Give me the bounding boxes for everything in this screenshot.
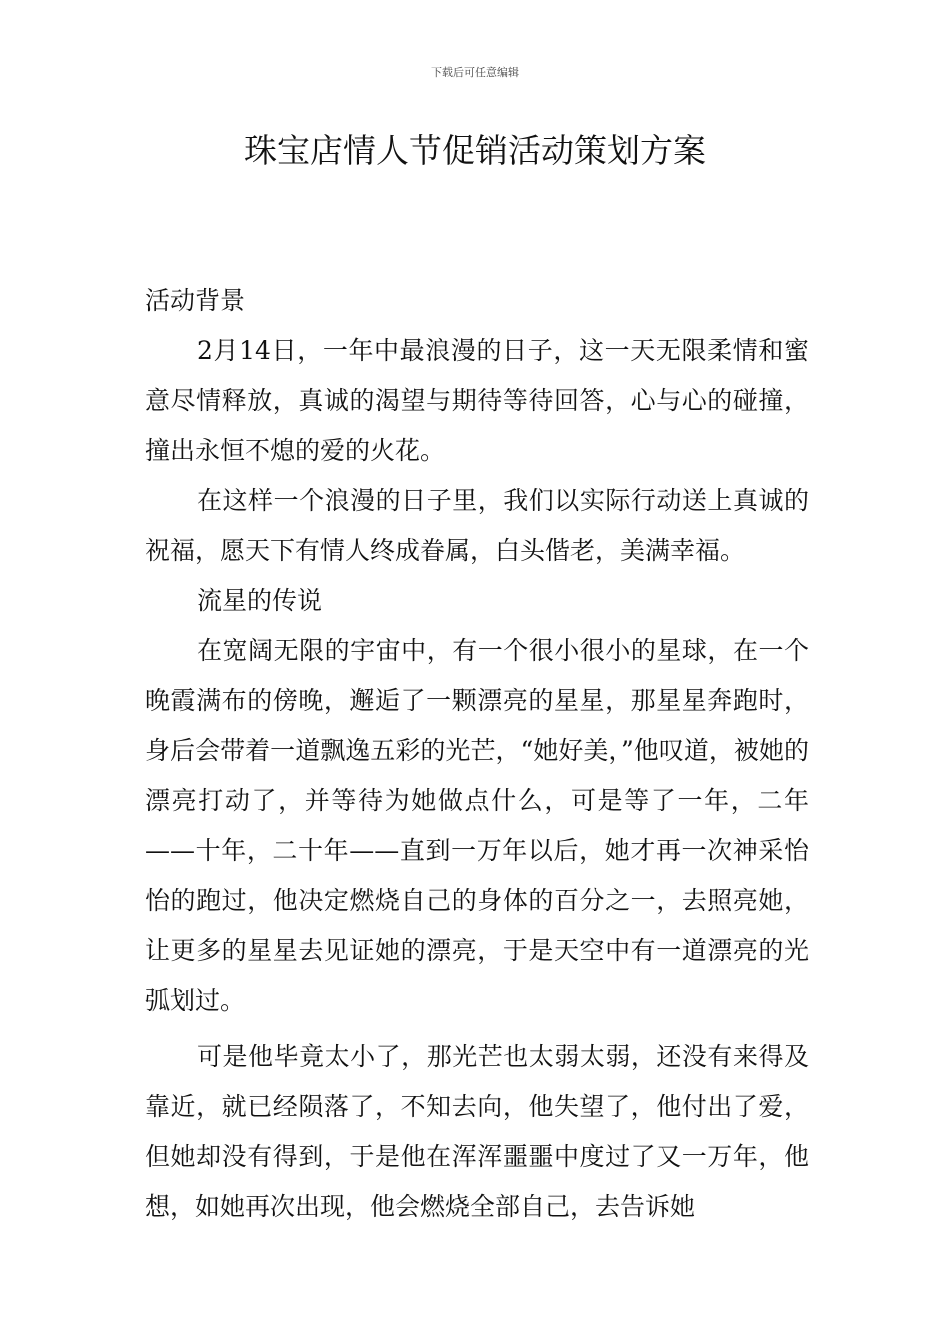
section-heading-legend: 流星的传说 <box>197 586 323 615</box>
paragraph: 可是他毕竟太小了，那光芒也太弱太弱，还没有来得及靠近，就已经陨落了，不知去向，他失望了，他付出了爱，但她却没有得到，于是他在浑浑噩噩中度过了又一万年，他想，如她再次出现，他会燃烧全部自己，去告诉她 <box>145 1042 809 1221</box>
document-title: 珠宝店情人节促销活动策划方案 <box>244 131 706 170</box>
section-heading-background: 活动背景 <box>145 286 246 315</box>
header-note: 下载后可任意编辑 <box>431 66 519 79</box>
paragraph: 2月14日，一年中最浪漫的日子，这一天无限柔情和蜜意尽情释放，真诚的渴望与期待等待回答，心与心的碰撞，撞出永恒不熄的爱的火花。 <box>145 336 809 465</box>
paragraph: 在这样一个浪漫的日子里，我们以实际行动送上真诚的祝福，愿天下有情人终成眷属，白头偕老，美满幸福。 <box>145 486 809 565</box>
document-body <box>145 276 809 1232</box>
paragraph: 在宽阔无限的宇宙中，有一个很小很小的星球，在一个晚霞满布的傍晚，邂逅了一颗漂亮的星星，那星星奔跑时，身后会带着一道飘逸五彩的光芒，“她好美，”他叹道，被她的漂亮打动了，并等待为她做点什么，可是等了一年，二年——十年，二十年——直到一万年以后，她才再一次神采怡怡的跑过，他决定燃烧自己的身体的百分之一，去照亮她，让更多的星星去见证她的漂亮，于是天空中有一道漂亮的光弧划过。 <box>145 636 809 1015</box>
